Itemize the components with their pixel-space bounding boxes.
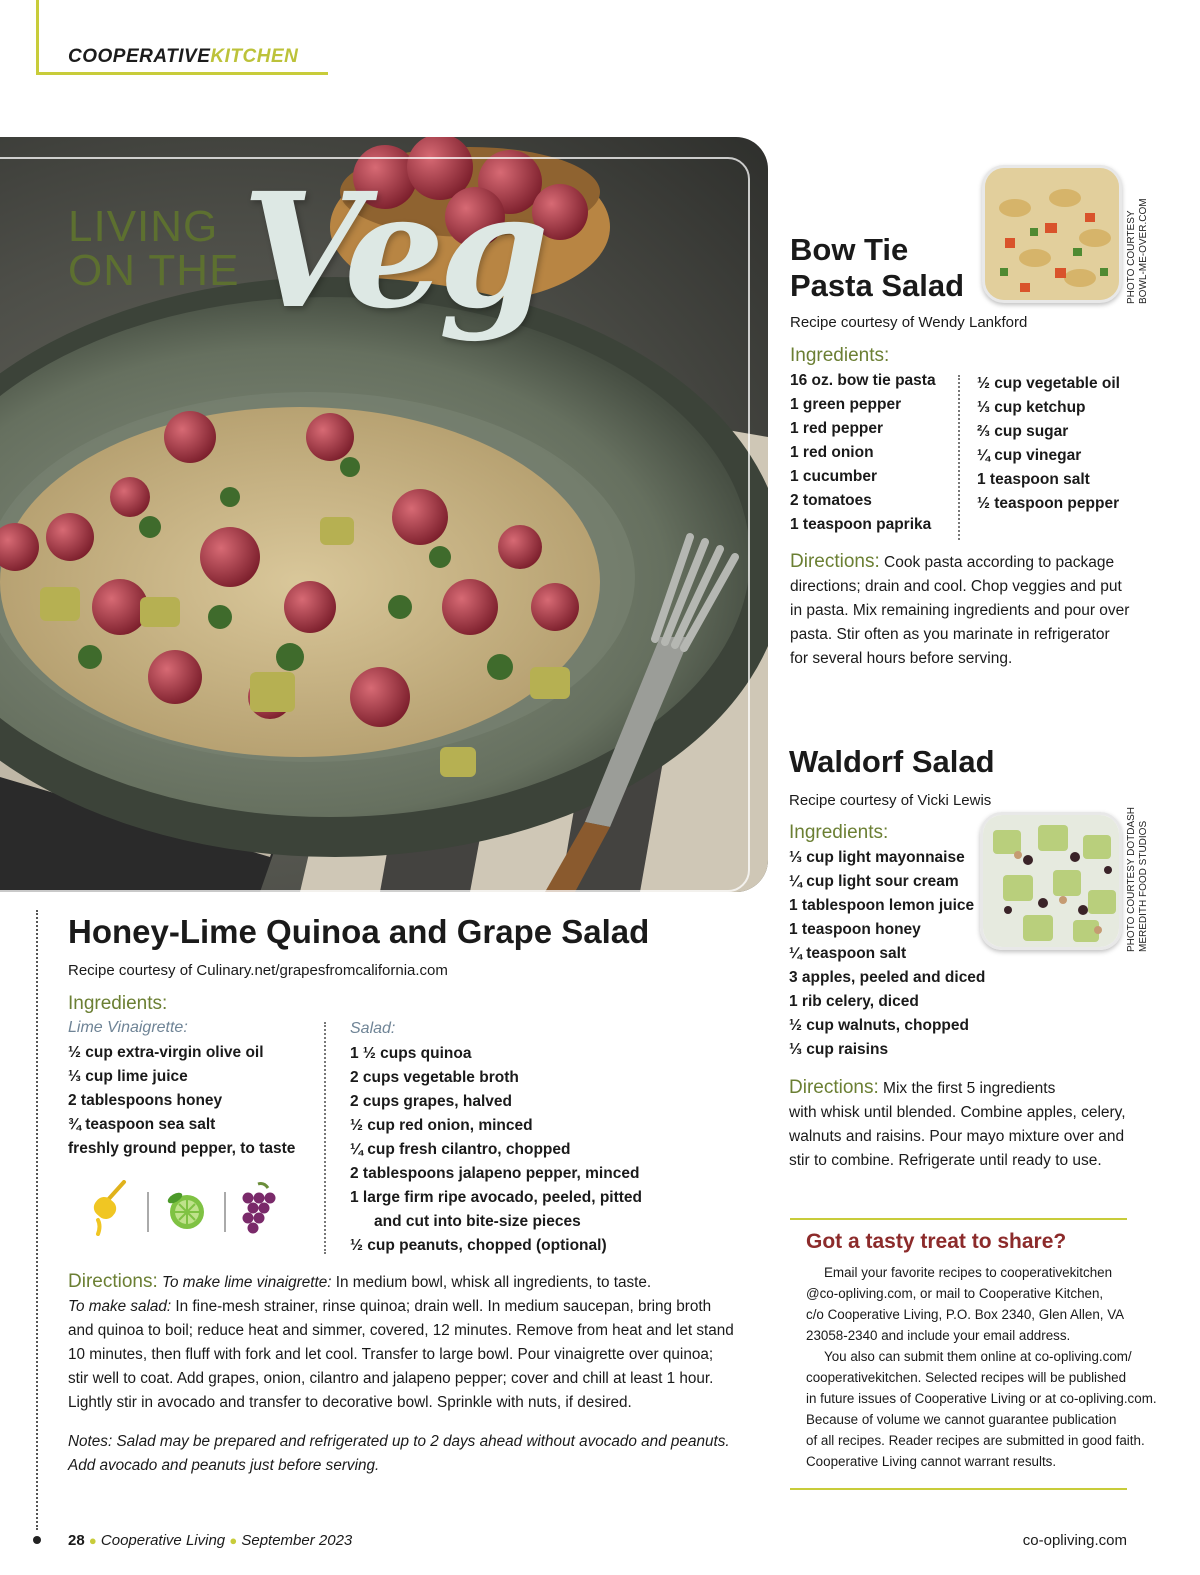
issue-date: September 2023 xyxy=(241,1532,353,1549)
bowtie-directions xyxy=(790,550,1130,671)
ingredient-item: ½ cup vegetable oil xyxy=(977,375,1120,392)
waldorf-photo-credit-2: MEREDITH FOOD STUDIOS xyxy=(1138,820,1149,952)
ingredient-item: 1 ½ cups quinoa xyxy=(350,1045,472,1062)
salad-ingredients xyxy=(350,1042,642,1258)
ingredient-item: ½ cup peanuts, chopped (optional) xyxy=(350,1237,607,1254)
directions-line: Lightly stir in avocado and transfer to decorative bowl. Sprinkle with nuts, if desired. xyxy=(68,1394,632,1411)
waldorf-directions-label: Directions: xyxy=(789,1077,879,1098)
hero-title-small xyxy=(68,202,240,295)
ingredient-item: 2 tablespoons honey xyxy=(68,1092,223,1109)
ingredient-item: ¾ teaspoon sea salt xyxy=(68,1116,216,1133)
share-line: Cooperative Living cannot warrant results. xyxy=(806,1454,1057,1469)
hero-title-line1: LIVING xyxy=(68,202,219,251)
bowtie-title xyxy=(790,232,964,304)
directions-line: in pasta. Mix remaining ingredients and pour over xyxy=(790,602,1130,619)
directions-line: and quinoa to boil; reduce heat and simmer, covered, 12 minutes. Remove from heat and let stand xyxy=(68,1322,734,1339)
ingredient-item: ½ cup red onion, minced xyxy=(350,1117,533,1134)
quinoa-title: Honey-Lime Quinoa and Grape Salad xyxy=(68,913,650,950)
share-line: cooperativekitchen. Selected recipes will be published xyxy=(806,1370,1127,1385)
share-line: @co-opliving.com, or mail to Cooperative Kitchen, xyxy=(806,1286,1104,1301)
share-line: of all recipes. Reader recipes are submitted in good faith. xyxy=(806,1433,1145,1448)
ingredient-item: ⅓ cup ketchup xyxy=(977,399,1086,416)
notes-line: Notes: Salad may be prepared and refrigerated up to 2 days ahead without avocado and peanuts. xyxy=(68,1433,730,1450)
directions-text: In medium bowl, whisk all ingredients, to taste. xyxy=(331,1274,652,1291)
ingredient-item: 2 cups grapes, halved xyxy=(350,1093,512,1110)
share-line: Because of volume we cannot guarantee publication xyxy=(806,1412,1117,1427)
share-line: in future issues of Cooperative Living or at co-opliving.com. xyxy=(806,1391,1157,1406)
bowtie-directions-label: Directions: xyxy=(790,551,880,572)
lime-icon xyxy=(163,1188,207,1232)
ingredient-item: and cut into bite-size pieces xyxy=(374,1213,581,1230)
ingredient-item: ¼ cup vinegar xyxy=(977,447,1082,464)
share-text xyxy=(806,1262,1157,1472)
left-rule-endpoint xyxy=(33,1536,41,1544)
section-header-part1: COOPERATIVE xyxy=(68,46,211,67)
ingredient-item: 2 tomatoes xyxy=(790,492,872,509)
share-line: 23058-2340 and include your email address. xyxy=(806,1328,1071,1343)
waldorf-directions xyxy=(789,1076,1129,1173)
share-line: You also can submit them online at co-opliving.com/ xyxy=(824,1349,1132,1364)
bowtie-photo xyxy=(982,165,1122,303)
ingredient-item: ⅓ cup lime juice xyxy=(68,1068,188,1085)
page-number: 28 xyxy=(68,1532,85,1549)
share-line: c/o Cooperative Living, P.O. Box 2340, Glen Allen, VA xyxy=(806,1307,1125,1322)
bowtie-title-line2: Pasta Salad xyxy=(790,268,965,303)
quinoa-directions-label: Directions: xyxy=(68,1271,158,1292)
directions-subheading: To make salad: xyxy=(68,1298,172,1315)
ingredient-item: ½ cup extra-virgin olive oil xyxy=(68,1044,264,1061)
bowtie-ingredients-left xyxy=(790,369,936,537)
bowtie-title-line1: Bow Tie xyxy=(790,232,909,267)
quinoa-column-divider xyxy=(324,1022,326,1254)
share-heading: Got a tasty treat to share? xyxy=(806,1230,1067,1253)
vinaigrette-heading: Lime Vinaigrette: xyxy=(68,1019,188,1036)
bowtie-courtesy: Recipe courtesy of Wendy Lankford xyxy=(790,314,1028,331)
footer-left xyxy=(68,1532,352,1549)
waldorf-ingredients-heading: Ingredients: xyxy=(789,822,889,843)
vinaigrette-ingredients xyxy=(68,1041,295,1161)
ingredient-item: 1 teaspoon honey xyxy=(789,921,921,938)
directions-subheading: To make lime vinaigrette: xyxy=(162,1274,332,1291)
header-rule xyxy=(36,72,328,75)
left-dotted-rule xyxy=(36,910,38,1530)
ingredient-item: ½ cup walnuts, chopped xyxy=(789,1017,969,1034)
share-line: Email your favorite recipes to cooperativekitchen xyxy=(824,1265,1113,1280)
directions-line: pasta. Stir often as you marinate in refrigerator xyxy=(790,626,1110,643)
ingredient-item: ⅔ cup sugar xyxy=(977,423,1069,440)
honey-dipper-icon xyxy=(84,1180,128,1236)
salad-heading: Salad: xyxy=(350,1020,396,1037)
bowtie-photo-credit-2: BOWL-ME-OVER.COM xyxy=(1138,198,1149,304)
waldorf-photo-credit-1: PHOTO COURTESY DOTDASH xyxy=(1126,806,1137,952)
ingredient-item: 3 apples, peeled and diced xyxy=(789,969,986,986)
footer-separator: ● xyxy=(229,1533,238,1548)
magazine-name: Cooperative Living xyxy=(100,1532,226,1549)
ingredient-item: ¼ teaspoon salt xyxy=(789,945,907,962)
bowtie-photo-credit-1: PHOTO COURTESY xyxy=(1126,210,1137,304)
ingredient-item: 2 tablespoons jalapeno pepper, minced xyxy=(350,1165,640,1182)
ingredient-item: ⅓ cup light mayonnaise xyxy=(789,849,965,866)
quinoa-ingredients-heading: Ingredients: xyxy=(68,993,168,1014)
ingredient-item: ½ teaspoon pepper xyxy=(977,495,1120,512)
bowtie-photo-credit xyxy=(1126,198,1150,304)
ingredient-item: 2 cups vegetable broth xyxy=(350,1069,519,1086)
icon-divider xyxy=(147,1192,149,1232)
hero-title-line2: ON THE xyxy=(68,246,240,295)
waldorf-photo xyxy=(980,812,1122,950)
directions-line: for several hours before serving. xyxy=(790,650,1013,667)
bowtie-photo-illustration xyxy=(985,168,1122,303)
quinoa-notes xyxy=(68,1430,748,1478)
ingredient-item: 1 red onion xyxy=(790,444,874,461)
ingredient-item: ⅓ cup raisins xyxy=(789,1041,889,1058)
ingredient-item: ¼ cup fresh cilantro, chopped xyxy=(350,1141,571,1158)
waldorf-photo-credit xyxy=(1126,807,1150,952)
ingredient-item: freshly ground pepper, to taste xyxy=(68,1140,296,1157)
share-box-top-rule xyxy=(790,1218,1127,1220)
waldorf-photo-illustration xyxy=(983,815,1122,950)
waldorf-courtesy: Recipe courtesy of Vicki Lewis xyxy=(789,792,992,809)
ingredient-item: 1 teaspoon paprika xyxy=(790,516,932,533)
ingredient-item: 1 red pepper xyxy=(790,420,884,437)
ingredient-item: 1 tablespoon lemon juice xyxy=(789,897,975,914)
directions-line: 10 minutes, then fluff with fork and let cool. Transfer to large bowl. Pour vinaigrette over quinoa; xyxy=(68,1346,714,1363)
ingredient-item: 1 green pepper xyxy=(790,396,902,413)
ingredient-item: ¼ cup light sour cream xyxy=(789,873,959,890)
bowtie-column-divider xyxy=(958,375,960,540)
notes-line: Add avocado and peanuts just before serving. xyxy=(68,1457,380,1474)
directions-line: directions; drain and cool. Chop veggies and put xyxy=(790,578,1122,595)
section-header xyxy=(68,46,298,68)
directions-line: Mix the first 5 ingredients xyxy=(878,1080,1056,1097)
bowtie-ingredients-right xyxy=(977,372,1120,516)
directions-line: with whisk until blended. Combine apples, celery, xyxy=(789,1104,1126,1121)
directions-line: stir well to coat. Add grapes, onion, cilantro and jalapeno pepper; cover and chill at least 1 hour. xyxy=(68,1370,714,1387)
quinoa-directions xyxy=(68,1270,748,1415)
hero-title-veg: Veg xyxy=(242,159,544,344)
quinoa-courtesy: Recipe courtesy of Culinary.net/grapesfromcalifornia.com xyxy=(68,962,448,979)
directions-line: walnuts and raisins. Pour mayo mixture over and xyxy=(789,1128,1125,1145)
directions-line: stir to combine. Refrigerate until ready to use. xyxy=(789,1152,1102,1169)
icon-divider xyxy=(224,1192,226,1232)
waldorf-ingredients xyxy=(789,846,985,1062)
ingredient-item: 1 teaspoon salt xyxy=(977,471,1090,488)
grapes-icon xyxy=(238,1180,278,1236)
ingredient-item: 1 large firm ripe avocado, peeled, pitted xyxy=(350,1189,643,1206)
footer-separator: ● xyxy=(88,1533,97,1548)
waldorf-title: Waldorf Salad xyxy=(789,744,995,779)
directions-text: In fine-mesh strainer, rinse quinoa; drain well. In medium saucepan, bring broth xyxy=(171,1298,712,1315)
ingredient-item: 1 rib celery, diced xyxy=(789,993,919,1010)
ingredient-item: 1 cucumber xyxy=(790,468,878,485)
directions-line: Cook pasta according to package xyxy=(879,554,1115,571)
footer-url: co-opliving.com xyxy=(1022,1532,1127,1549)
section-header-part2: KITCHEN xyxy=(210,46,299,67)
share-box-bottom-rule xyxy=(790,1488,1127,1490)
bowtie-ingredients-heading: Ingredients: xyxy=(790,345,890,366)
ingredient-item: 16 oz. bow tie pasta xyxy=(790,372,936,389)
header-accent-bar xyxy=(36,0,39,74)
